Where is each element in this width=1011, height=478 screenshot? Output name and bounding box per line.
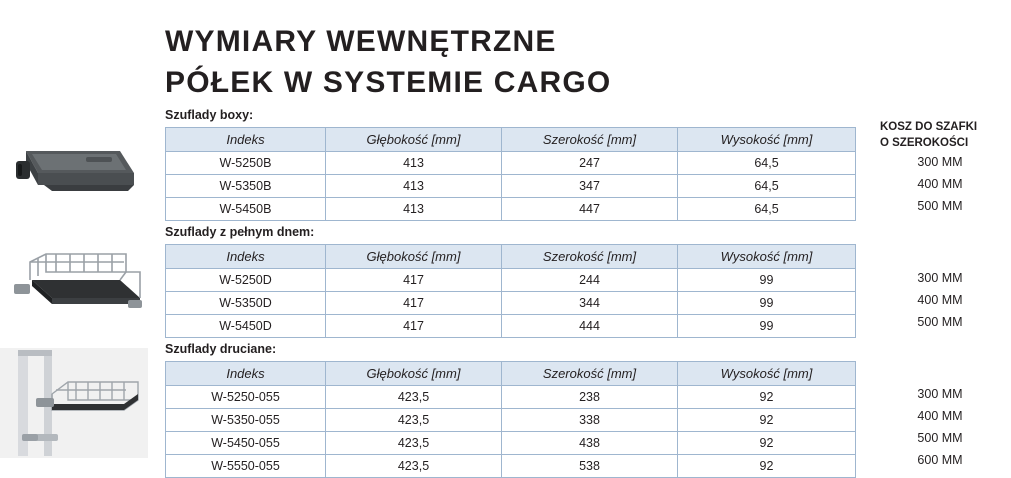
table-row xyxy=(166,198,856,221)
box-drawer-illustration xyxy=(8,133,138,203)
solid-bottom-drawer-illustration xyxy=(8,250,148,315)
cell-height: 92 xyxy=(678,386,856,409)
cabinet-width-value: 300 MM xyxy=(917,387,963,401)
column-header-depth: Głębokość [mm] xyxy=(326,362,502,386)
cell-index: W-5250D xyxy=(166,269,326,292)
cell-height: 64,5 xyxy=(678,198,856,221)
cell-depth: 423,5 xyxy=(326,455,502,478)
cell-width: 447 xyxy=(502,198,678,221)
cabinet-width-value: 400 MM xyxy=(917,409,963,423)
cell-depth: 417 xyxy=(326,315,502,338)
column-header-width: Szerokość [mm] xyxy=(502,128,678,152)
column-header-index: Indeks xyxy=(166,128,326,152)
section-solid-bottom-drawers xyxy=(165,225,856,338)
page-title xyxy=(165,22,865,103)
table-wire-drawers xyxy=(165,361,856,478)
column-header-width: Szerokość [mm] xyxy=(502,362,678,386)
page-title-line-2: PÓŁEK W SYSTEMIE CARGO xyxy=(165,65,612,99)
table-row xyxy=(166,455,856,478)
column-header-width: Szerokość [mm] xyxy=(502,245,678,269)
cell-index: W-5350B xyxy=(166,175,326,198)
cabinet-width-header-line-1: KOSZ DO SZAFKI xyxy=(880,121,978,133)
cell-depth: 423,5 xyxy=(326,432,502,455)
cabinet-width-value: 600 MM xyxy=(917,453,963,467)
column-header-index: Indeks xyxy=(166,362,326,386)
cell-height: 92 xyxy=(678,409,856,432)
cell-height: 99 xyxy=(678,269,856,292)
cell-width: 538 xyxy=(502,455,678,478)
column-header-index: Indeks xyxy=(166,245,326,269)
cell-height: 92 xyxy=(678,432,856,455)
wire-basket-rack-illustration xyxy=(0,348,148,458)
cell-width: 344 xyxy=(502,292,678,315)
cell-index: W-5450B xyxy=(166,198,326,221)
table-row xyxy=(166,269,856,292)
cabinet-width-value: 500 MM xyxy=(917,315,963,329)
cabinet-width-value: 400 MM xyxy=(917,293,963,307)
section-label-solid-bottom-drawers: Szuflady z pełnym dnem: xyxy=(165,225,315,239)
cell-depth: 413 xyxy=(326,175,502,198)
column-header-height: Wysokość [mm] xyxy=(678,128,856,152)
cell-depth: 417 xyxy=(326,292,502,315)
cell-width: 238 xyxy=(502,386,678,409)
table-row xyxy=(166,315,856,338)
table-box-drawers xyxy=(165,127,856,221)
cell-width: 438 xyxy=(502,432,678,455)
table-header-row xyxy=(166,128,856,152)
cabinet-width-value: 300 MM xyxy=(917,271,963,285)
cell-index: W-5250B xyxy=(166,152,326,175)
cell-depth: 413 xyxy=(326,152,502,175)
section-box-drawers xyxy=(165,108,856,221)
cell-width: 244 xyxy=(502,269,678,292)
cabinet-width-value: 300 MM xyxy=(917,155,963,169)
cell-depth: 423,5 xyxy=(326,409,502,432)
cell-index: W-5250-055 xyxy=(166,386,326,409)
table-header-row xyxy=(166,245,856,269)
table-row xyxy=(166,292,856,315)
cell-height: 99 xyxy=(678,292,856,315)
cell-index: W-5450D xyxy=(166,315,326,338)
cell-height: 92 xyxy=(678,455,856,478)
cell-height: 99 xyxy=(678,315,856,338)
section-wire-drawers xyxy=(165,342,856,478)
cell-width: 444 xyxy=(502,315,678,338)
cabinet-widths-solid-bottom-drawers xyxy=(880,267,1000,333)
cell-index: W-5550-055 xyxy=(166,455,326,478)
cell-depth: 413 xyxy=(326,198,502,221)
cell-depth: 423,5 xyxy=(326,386,502,409)
table-row xyxy=(166,152,856,175)
table-row xyxy=(166,409,856,432)
cabinet-width-value: 400 MM xyxy=(917,177,963,191)
table-solid-bottom-drawers xyxy=(165,244,856,338)
cell-height: 64,5 xyxy=(678,152,856,175)
column-header-depth: Głębokość [mm] xyxy=(326,245,502,269)
table-row xyxy=(166,432,856,455)
column-header-depth: Głębokość [mm] xyxy=(326,128,502,152)
cell-index: W-5350-055 xyxy=(166,409,326,432)
cabinet-width-value: 500 MM xyxy=(917,199,963,213)
table-row xyxy=(166,386,856,409)
cell-index: W-5350D xyxy=(166,292,326,315)
page-title-line-1: WYMIARY WEWNĘTRZNE xyxy=(165,25,557,58)
column-header-height: Wysokość [mm] xyxy=(678,362,856,386)
section-label-wire-drawers: Szuflady druciane: xyxy=(165,342,277,356)
table-header-row xyxy=(166,362,856,386)
section-label-box-drawers: Szuflady boxy: xyxy=(165,108,254,122)
cell-width: 338 xyxy=(502,409,678,432)
table-row xyxy=(166,175,856,198)
cabinet-width-header xyxy=(880,120,1010,151)
column-header-height: Wysokość [mm] xyxy=(678,245,856,269)
cabinet-widths-box-drawers xyxy=(880,151,1000,217)
cell-depth: 417 xyxy=(326,269,502,292)
cell-index: W-5450-055 xyxy=(166,432,326,455)
cabinet-width-header-line-2: O SZEROKOŚCI xyxy=(880,136,969,149)
cell-height: 64,5 xyxy=(678,175,856,198)
cabinet-width-value: 500 MM xyxy=(917,431,963,445)
cell-width: 247 xyxy=(502,152,678,175)
cell-width: 347 xyxy=(502,175,678,198)
cabinet-widths-wire-drawers xyxy=(880,383,1000,471)
